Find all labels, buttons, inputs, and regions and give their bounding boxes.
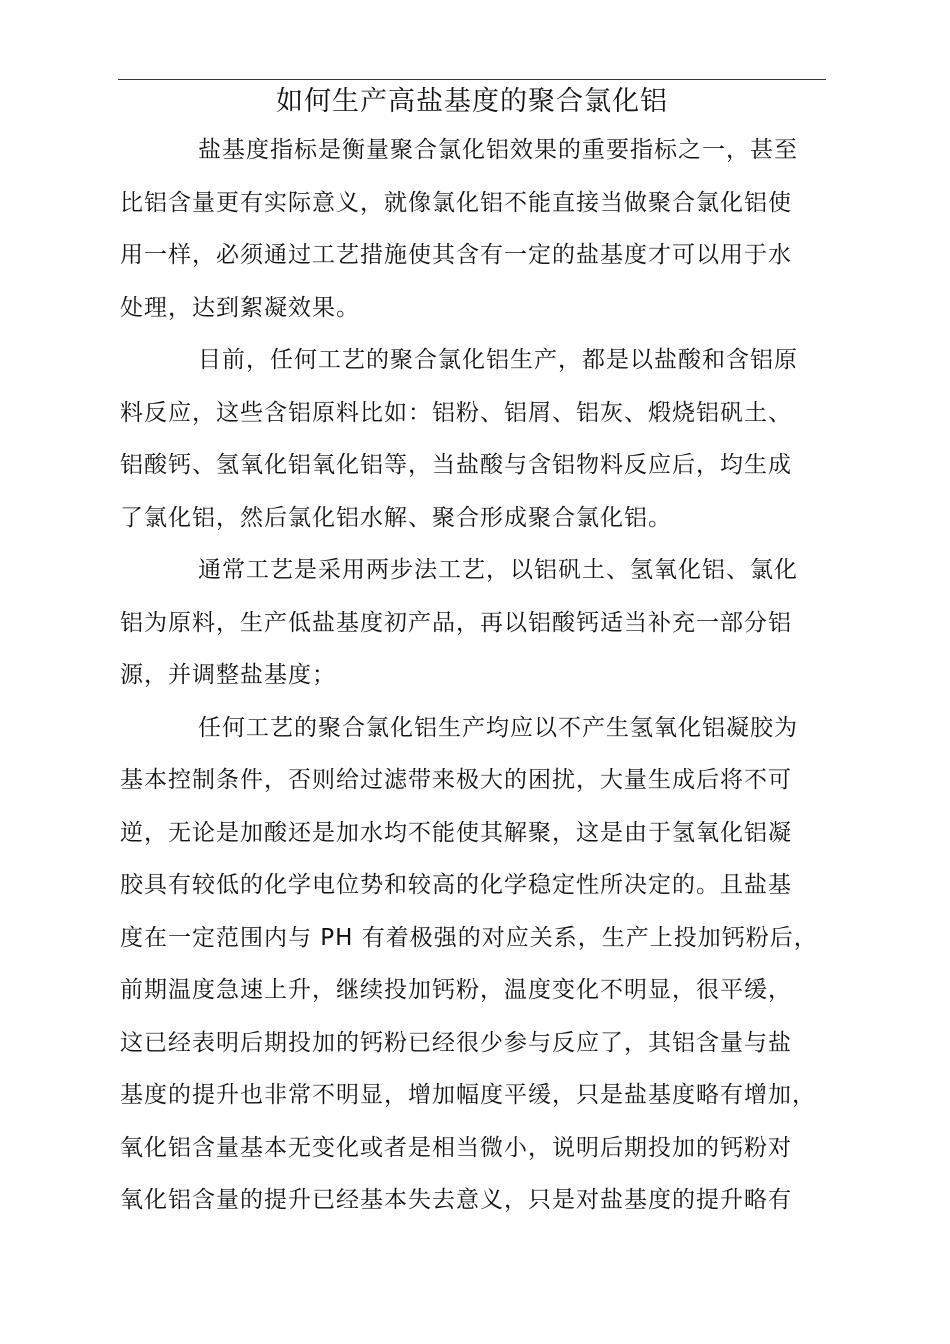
paragraph-line: 用一样，必须通过工艺措施使其含有一定的盐基度才可以用于水 xyxy=(120,242,792,268)
paragraph-3 xyxy=(120,544,830,702)
paragraph-line: 铝酸钙、氢氧化铝氧化铝等，当盐酸与含铝物料反应后，均生成 xyxy=(120,452,792,478)
paragraph-line: 度在一定范围内与 PH 有着极强的对应关系，生产上投加钙粉后， xyxy=(120,924,818,951)
paragraph-line: 比铝含量更有实际意义，就像氯化铝不能直接当做聚合氯化铝使 xyxy=(120,189,792,216)
header-rule xyxy=(118,79,826,80)
paragraph-line: 目前，任何工艺的聚合氯化铝生产，都是以盐酸和含铝原 xyxy=(198,347,798,373)
paragraph-line: 胶具有较低的化学电位势和较高的化学稳定性所决定的。且盐基 xyxy=(120,872,792,898)
paragraph-line: 盐基度指标是衡量聚合氯化铝效果的重要指标之一，甚至 xyxy=(198,137,798,163)
paragraph-line: 氧化铝含量基本无变化或者是相当微小，说明后期投加的钙粉对 xyxy=(120,1134,792,1161)
paragraph-line: 通常工艺是采用两步法工艺，以铝矾土、氢氧化铝、氯化 xyxy=(198,557,798,583)
paragraph-line: 逆，无论是加酸还是加水均不能使其解聚，这是由于氢氧化铝凝 xyxy=(120,819,792,846)
paragraph-line: 铝为原料，生产低盐基度初产品，再以铝酸钙适当补充一部分铝 xyxy=(120,609,792,636)
paragraph-4 xyxy=(120,702,830,1227)
paragraph-2 xyxy=(120,334,830,544)
paragraph-line: 任何工艺的聚合氯化铝生产均应以不产生氢氧化铝凝胶为 xyxy=(198,714,798,741)
paragraph-line: 了氯化铝，然后氯化铝水解、聚合形成聚合氯化铝。 xyxy=(120,504,672,531)
document-title: 如何生产高盐基度的聚合氯化铝 xyxy=(276,86,668,117)
paragraph-1 xyxy=(120,124,830,334)
paragraph-line: 前期温度急速上升，继续投加钙粉，温度变化不明显，很平缓， xyxy=(120,977,792,1003)
paragraph-line: 这已经表明后期投加的钙粉已经很少参与反应了，其铝含量与盐 xyxy=(120,1029,792,1056)
paragraph-line: 氧化铝含量的提升已经基本失去意义，只是对盐基度的提升略有 xyxy=(120,1187,792,1213)
paragraph-line: 源，并调整盐基度； xyxy=(120,662,336,688)
paragraph-line: 基度的提升也非常不明显，增加幅度平缓，只是盐基度略有增加， xyxy=(120,1082,816,1108)
paragraph-line: 处理，达到絮凝效果。 xyxy=(120,294,360,321)
paragraph-line: 基本控制条件，否则给过滤带来极大的困扰，大量生成后将不可 xyxy=(120,767,792,793)
document-body xyxy=(120,124,830,1227)
paragraph-line: 料反应，这些含铝原料比如：铝粉、铝屑、铝灰、煅烧铝矾土、 xyxy=(120,399,792,426)
